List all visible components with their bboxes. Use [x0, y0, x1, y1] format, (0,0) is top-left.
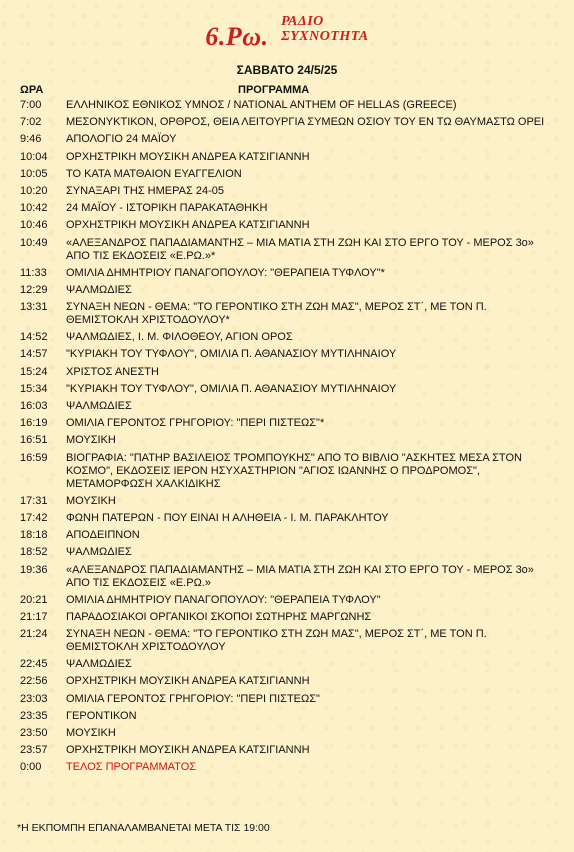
- row-program: ΟΜΙΛΙΑ ΔΗΜΗΤΡΙΟΥ ΠΑΝΑΓΟΠΟΥΛΟΥ: "ΘΕΡΑΠΕΙΑ ΤΥΦΛΟΥ": [66, 593, 381, 606]
- row-program: ΟΡΧΗΣΤΡΙΚΗ ΜΟΥΣΙΚΗ ΑΝΔΡΕΑ ΚΑΤΣΙΓΙΑΝΝΗ: [66, 675, 310, 688]
- row-time: 11:33: [20, 266, 47, 279]
- schedule-row: [20, 267, 560, 280]
- schedule-row: [20, 512, 560, 525]
- row-time: 16:59: [20, 451, 48, 464]
- station-logo: [0, 14, 574, 58]
- row-program: ΨΑΛΜΩΔΙΕΣ: [66, 400, 132, 412]
- schedule-row: [20, 185, 560, 198]
- row-time: 13:31: [20, 301, 48, 314]
- schedule-row: [20, 452, 560, 491]
- schedule-row: [20, 237, 560, 263]
- schedule-row: [20, 594, 560, 607]
- row-program: ΟΡΧΗΣΤΡΙΚΗ ΜΟΥΣΙΚΗ ΑΝΔΡΕΑ ΚΑΤΣΙΓΙΑΝΝΗ: [66, 744, 310, 757]
- row-time: 21:24: [20, 628, 48, 641]
- row-program: ΜΟΥΣΙΚΗ: [66, 727, 116, 739]
- schedule-row: [20, 348, 560, 361]
- row-time: 16:51: [20, 434, 48, 447]
- row-time: 23:35: [20, 709, 48, 722]
- schedule-row: [20, 202, 560, 215]
- row-program: ΤΟ ΚΑΤΑ ΜΑΤΘΑΙΟΝ ΕΥΑΓΓΕΛΙΟΝ: [66, 167, 242, 180]
- row-program: 24 ΜΑΪΟΥ - ΙΣΤΟΡΙΚΗ ΠΑΡΑΚΑΤΑΘΗΚΗ: [66, 202, 268, 215]
- row-time: 0:00: [20, 761, 42, 774]
- row-time: 22:45: [20, 658, 48, 671]
- row-time: 20:21: [20, 593, 48, 606]
- schedule-row: [20, 168, 560, 181]
- schedule-row: [20, 366, 560, 379]
- row-time: 10:04: [20, 150, 48, 163]
- schedule-row: [20, 675, 560, 688]
- row-program: ΜΟΥΣΙΚΗ: [66, 434, 116, 447]
- row-time: 22:56: [20, 675, 48, 688]
- schedule-row: [20, 116, 560, 129]
- logo-sub-line1: ΡΑΔΙΟ: [281, 14, 324, 29]
- schedule-row: [20, 383, 560, 396]
- row-time: 23:50: [20, 727, 48, 739]
- schedule-list: [20, 99, 560, 779]
- schedule-row: [20, 99, 560, 112]
- schedule-row: [20, 727, 560, 740]
- schedule-row: [20, 331, 560, 344]
- row-time: 15:34: [20, 382, 48, 395]
- row-program: ΟΡΧΗΣΤΡΙΚΗ ΜΟΥΣΙΚΗ ΑΝΔΡΕΑ ΚΑΤΣΙΓΙΑΝΝΗ: [66, 150, 310, 163]
- rebroadcast-footnote: *Η ΕΚΠΟΜΠΗ ΕΠΑΝΑΛΑΜΒΑΝΕΤΑΙ ΜΕΤΑ ΤΙΣ 19:00: [17, 822, 270, 834]
- row-time: 18:18: [20, 529, 48, 542]
- schedule-row: [20, 761, 560, 774]
- row-time: 17:31: [20, 494, 48, 507]
- row-time: 12:29: [20, 283, 48, 296]
- schedule-row: [20, 710, 560, 723]
- row-time: 16:03: [20, 400, 48, 412]
- row-program: ΨΑΛΜΩΔΙΕΣ, Ι. Μ. ΦΙΛΟΘΕΟΥ, ΑΓΙΟΝ ΟΡΟΣ: [66, 331, 293, 344]
- schedule-row: [20, 564, 560, 590]
- schedule-row: [20, 628, 560, 654]
- schedule-row: [20, 495, 560, 508]
- row-time: 10:49: [20, 236, 48, 249]
- row-time: 9:46: [20, 133, 42, 146]
- row-program: "ΚΥΡΙΑΚΗ ΤΟΥ ΤΥΦΛΟΥ", ΟΜΙΛΙΑ Π. ΑΘΑΝΑΣΙΟΥ ΜΥΤΙΛΗΝΑΙΟΥ: [66, 348, 397, 361]
- row-time: 23:03: [20, 692, 48, 705]
- logo-main-text: 6.Ρω.: [205, 22, 269, 51]
- schedule-row: [20, 693, 560, 706]
- row-time: 10:20: [20, 184, 48, 197]
- schedule-row: [20, 301, 560, 327]
- row-program: «ΑΛΕΞΑΝΔΡΟΣ ΠΑΠΑΔΙΑΜΑΝΤΗΣ – ΜΙΑ ΜΑΤΙΑ ΣΤΗ ΖΩΗ ΚΑΙ ΣΤΟ ΕΡΓΟ ΤΟΥ - ΜΕΡΟΣ 3ο» ΑΠΟ ΤΙΣ ΕΚΔΟΣΕΙΣ «Ε.ΡΩ.»: [66, 563, 534, 589]
- row-time: 19:36: [20, 563, 48, 576]
- program-column-header: ΠΡΟΓΡΑΜΜΑ: [238, 84, 310, 96]
- row-program: ΤΕΛΟΣ ΠΡΟΓΡΑΜΜΑΤΟΣ: [66, 761, 197, 774]
- row-program: ΨΑΛΜΩΔΙΕΣ: [66, 658, 132, 671]
- schedule-row: [20, 219, 560, 232]
- logo-subtitle: [281, 14, 369, 44]
- row-program: ΟΜΙΛΙΑ ΓΕΡΟΝΤΟΣ ΓΡΗΓΟΡΙΟΥ: "ΠΕΡΙ ΠΙΣΤΕΩΣ": [66, 692, 320, 705]
- row-program: ΦΩΝΗ ΠΑΤΕΡΩΝ - ΠΟΥ ΕΙΝΑΙ Η ΑΛΗΘΕΙΑ - Ι. Μ. ΠΑΡΑΚΛΗΤΟΥ: [66, 511, 389, 524]
- schedule-row: [20, 133, 560, 146]
- row-time: 23:57: [20, 744, 48, 757]
- schedule-row: [20, 417, 560, 430]
- row-program: ΣΥΝΑΞΗ ΝΕΩΝ - ΘΕΜΑ: "ΤΟ ΓΕΡΟΝΤΙΚΟ ΣΤΗ ΖΩΗ ΜΑΣ", ΜΕΡΟΣ ΣΤ΄, ΜΕ ΤΟΝ Π. ΘΕΜΙΣΤΟΚΛΗ ΧΡΙΣΤΟΔΟΥΛΟΥ: [66, 628, 487, 654]
- schedule-row: [20, 151, 560, 164]
- schedule-row: [20, 434, 560, 447]
- row-time: 18:52: [20, 546, 48, 559]
- row-program: ΜΕΣΟΝΥΚΤΙΚΟΝ, ΟΡΘΡΟΣ, ΘΕΙΑ ΛΕΙΤΟΥΡΓΙΑ ΣΥΜΕΩΝ ΟΣΙΟΥ ΤΟΥ ΕΝ ΤΩ ΘΑΥΜΑΣΤΩ ΟΡΕΙ: [66, 116, 545, 129]
- row-time: 14:57: [20, 348, 48, 361]
- row-time: 14:52: [20, 331, 48, 344]
- row-program: "ΚΥΡΙΑΚΗ ΤΟΥ ΤΥΦΛΟΥ", ΟΜΙΛΙΑ Π. ΑΘΑΝΑΣΙΟΥ ΜΥΤΙΛΗΝΑΙΟΥ: [66, 382, 397, 395]
- schedule-row: [20, 284, 560, 297]
- row-program: ΓΕΡΟΝΤΙΚΟΝ: [66, 709, 137, 722]
- row-time: 7:02: [20, 116, 42, 129]
- schedule-row: [20, 546, 560, 559]
- schedule-row: [20, 400, 560, 413]
- schedule-row: [20, 611, 560, 624]
- row-program: ΒΙΟΓΡΑΦΙΑ: "ΠΑΤΗΡ ΒΑΣΙΛΕΙΟΣ ΤΡΟΜΠΟΥΚΗΣ" ΑΠΟ ΤΟ ΒΙΒΛΙΟ "ΑΣΚΗΤΕΣ ΜΕΣΑ ΣΤΟΝ ΚΟΣΜΟ", ΕΚΔΟΣΕΙΣ ΙΕΡΟΝ ΗΣΥΧΑΣΤΗΡΙΟΝ "ΑΓΙΟΣ ΙΩΑΝΝΗΣ Ο ΠΡΟΔΡΟΜΟΣ", ΜΕΤΑΜΟΡΦΩΣΗ ΧΑΛΚΙΔΙΚΗΣ: [66, 451, 522, 490]
- row-program: ΕΛΛΗΝΙΚΟΣ ΕΘΝΙΚΟΣ ΥΜΝΟΣ / NATIONAL ANTHEM OF HELLAS (GREECE): [66, 99, 457, 111]
- schedule-row: [20, 744, 560, 757]
- row-time: 10:05: [20, 167, 48, 180]
- row-program: ΣΥΝΑΞΑΡΙ ΤΗΣ ΗΜΕΡΑΣ 24-05: [66, 184, 224, 197]
- schedule-header: [0, 84, 574, 98]
- row-program: ΟΡΧΗΣΤΡΙΚΗ ΜΟΥΣΙΚΗ ΑΝΔΡΕΑ ΚΑΤΣΙΓΙΑΝΝΗ: [66, 219, 310, 232]
- row-program: ΑΠΟΛΟΓΙΟ 24 ΜΑΪΟΥ: [66, 133, 177, 146]
- row-time: 17:42: [20, 511, 48, 524]
- row-program: ΨΑΛΜΩΔΙΕΣ: [66, 546, 132, 559]
- row-program: ΠΑΡΑΔΟΣΙΑΚΟΙ ΟΡΓΑΝΙΚΟΙ ΣΚΟΠΟΙ ΣΩΤΗΡΗΣ ΜΑΡΓΩΝΗΣ: [66, 610, 372, 623]
- row-program: ΟΜΙΛΙΑ ΔΗΜΗΤΡΙΟΥ ΠΑΝΑΓΟΠΟΥΛΟΥ: "ΘΕΡΑΠΕΙΑ ΤΥΦΛΟΥ"*: [66, 266, 385, 279]
- schedule-date: ΣΑΒΒΑΤΟ 24/5/25: [236, 63, 338, 77]
- row-program: ΧΡΙΣΤΟΣ ΑΝΕΣΤΗ: [66, 365, 159, 378]
- row-program: ΜΟΥΣΙΚΗ: [66, 494, 116, 507]
- row-time: 10:46: [20, 219, 48, 232]
- row-program: ΣΥΝΑΞΗ ΝΕΩΝ - ΘΕΜΑ: "ΤΟ ΓΕΡΟΝΤΙΚΟ ΣΤΗ ΖΩΗ ΜΑΣ", ΜΕΡΟΣ ΣΤ΄, ΜΕ ΤΟΝ Π. ΘΕΜΙΣΤΟΚΛΗ ΧΡΙΣΤΟΔΟΥΛΟΥ*: [66, 301, 487, 327]
- row-time: 7:00: [20, 99, 42, 111]
- row-program: «ΑΛΕΞΑΝΔΡΟΣ ΠΑΠΑΔΙΑΜΑΝΤΗΣ – ΜΙΑ ΜΑΤΙΑ ΣΤΗ ΖΩΗ ΚΑΙ ΣΤΟ ΕΡΓΟ ΤΟΥ - ΜΕΡΟΣ 3ο» ΑΠΟ ΤΙΣ ΕΚΔΟΣΕΙΣ «Ε.ΡΩ.»*: [66, 236, 534, 262]
- row-program: ΑΠΟΔΕΙΠΝΟΝ: [66, 529, 140, 542]
- time-column-header: ΩΡΑ: [20, 84, 44, 96]
- logo-sub-line2: ΣΥΧΝΟΤΗΤΑ: [281, 29, 369, 44]
- row-time: 10:42: [20, 202, 48, 215]
- row-time: 16:19: [20, 417, 48, 430]
- schedule-row: [20, 658, 560, 671]
- row-program: ΟΜΙΛΙΑ ΓΕΡΟΝΤΟΣ ΓΡΗΓΟΡΙΟΥ: "ΠΕΡΙ ΠΙΣΤΕΩΣ"*: [66, 417, 325, 430]
- row-time: 21:17: [20, 610, 48, 623]
- row-time: 15:24: [20, 365, 48, 378]
- row-program: ΨΑΛΜΩΔΙΕΣ: [66, 283, 132, 296]
- schedule-row: [20, 529, 560, 542]
